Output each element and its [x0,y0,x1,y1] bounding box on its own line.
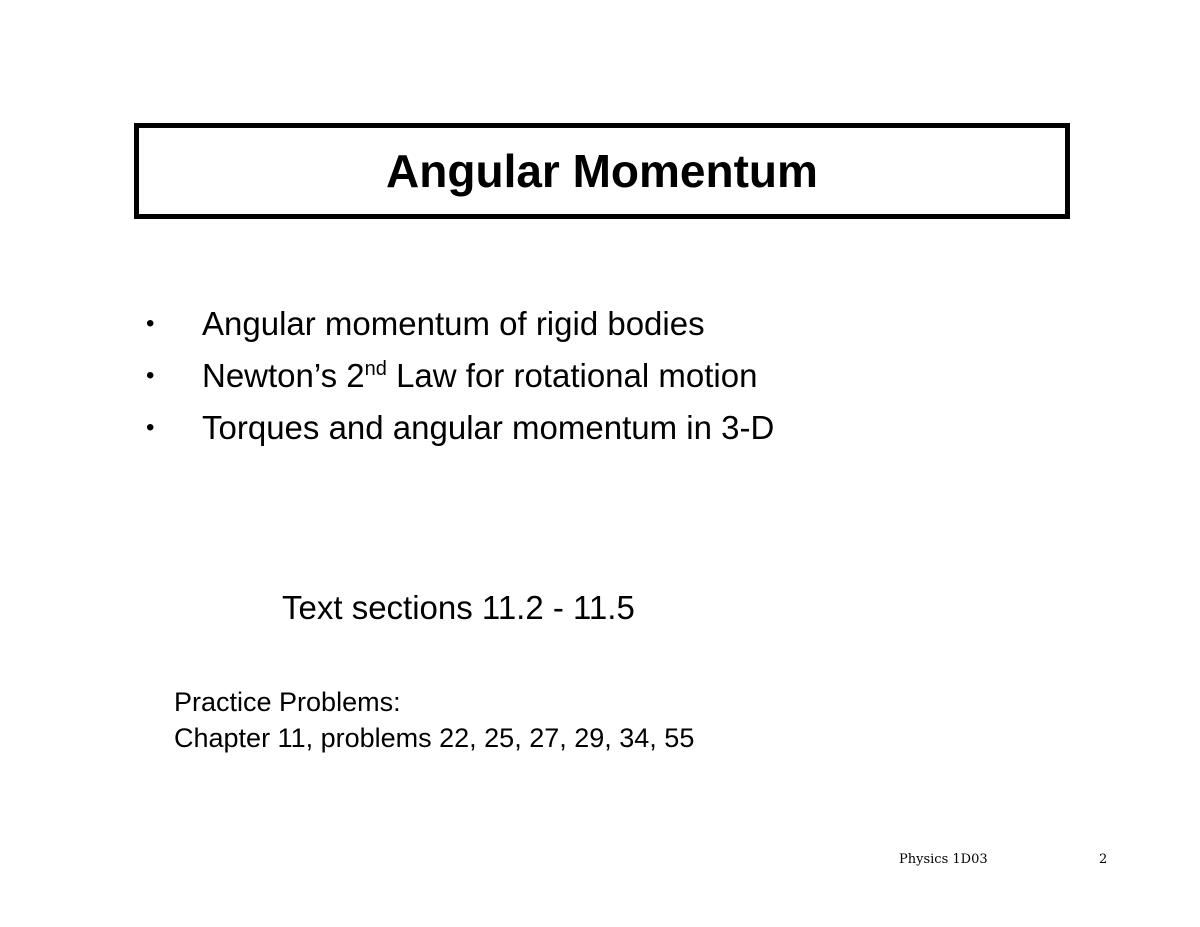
bullet-text: Angular momentum of rigid bodies [202,305,705,342]
bullet-text [202,357,757,394]
title-box [134,123,1070,219]
bullet-item [140,298,774,350]
text-sections: Text sections 11.2 - 11.5 [282,589,635,626]
bullet-marker: • [146,310,155,337]
bullet-marker: • [146,362,155,389]
practice-problem-list: Chapter 11, problems 22, 25, 27, 29, 34, 55 [174,723,695,753]
page-number: 2 [1099,852,1108,867]
bullet-text-before: Newton’s 2 [202,357,365,394]
bullet-text: Torques and angular momentum in 3-D [202,409,775,446]
footer-course-label: Physics 1D03 [899,852,988,867]
bullet-list [140,298,774,454]
ordinal-superscript: nd [364,358,387,380]
practice-heading: Practice Problems: [174,687,401,717]
bullet-item [140,350,774,402]
practice-problems [174,684,694,756]
bullet-text-after: Law for rotational motion [386,357,758,394]
bullet-item [140,402,774,454]
bullet-marker: • [146,414,155,441]
slide-title: Angular Momentum [386,145,818,197]
